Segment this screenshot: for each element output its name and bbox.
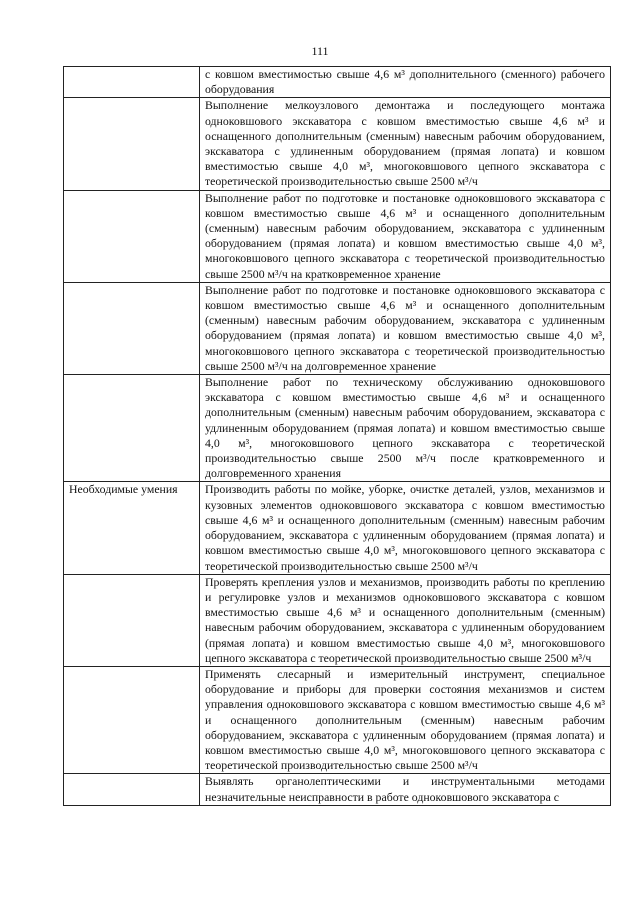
table-row (64, 67, 611, 98)
table-row (64, 375, 611, 482)
row-label-cell (64, 375, 200, 482)
table-row (64, 666, 611, 773)
row-text: Производить работы по мойке, уборке, очистке деталей, узлов, механизмов и кузовных элементов одноковшового экскаватора с ковшом вместимостью свыше 4,6 м³ и оснащенного дополнительным (сменным) навесным рабочим оборудованием, экскаватора с удлиненным оборудованием (прямая лопата) и ковшом вместимостью свыше 4,0 м³, многоковшового цепного экскаватора с теоретической производительностью свыше 2500 м³/ч (205, 482, 605, 573)
table-row (64, 574, 611, 666)
row-text-cell (200, 98, 611, 190)
row-label-cell (64, 67, 200, 98)
competency-table (63, 66, 611, 806)
row-text-cell (200, 190, 611, 282)
table-row (64, 282, 611, 374)
row-text: Выполнение работ по подготовке и постановке одноковшового экскаватора с ковшом вместимостью свыше 4,6 м³ и оснащенного дополнительным (сменным) навесным рабочим оборудованием, экскаватора с удлиненным оборудованием (прямая лопата) и ковшом вместимостью свыше 4,0 м³, многоковшового цепного экскаватора с теоретической производительностью свыше 2500 м³/ч на долговременное хранение (205, 282, 605, 373)
row-text-cell (200, 375, 611, 482)
row-text-cell (200, 482, 611, 574)
row-text-cell (200, 67, 611, 98)
row-text: Применять слесарный и измерительный инструмент, специальное оборудование и приборы для проверки состояния механизмов и систем управления одноковшового экскаватора с ковшом вместимостью свыше 4,6 м³ и оснащенного дополнительным (сменным) навесным рабочим оборудованием, экскаватора с удлиненным оборудованием (прямая лопата) и ковшом вместимостью свыше 4,0 м³, многоковшового цепного экскаватора с теоретической производительностью свыше 2500 м³/ч (205, 666, 605, 773)
row-text: Выявлять органолептическими и инструментальными методами незначительные неисправности в работе одноковшового экскаватора с (205, 774, 605, 804)
table-row (64, 774, 611, 805)
row-text-cell (200, 774, 611, 805)
row-label-cell (64, 482, 200, 574)
row-text: с ковшом вместимостью свыше 4,6 м³ дополнительного (сменного) рабочего оборудования (205, 67, 605, 97)
row-text: Выполнение работ по подготовке и постановке одноковшового экскаватора с ковшом вместимостью свыше 4,6 м³ и оснащенного дополнительным (сменным) навесным рабочим оборудованием, экскаватора с удлиненным оборудованием (прямая лопата) и ковшом вместимостью свыше 4,0 м³, многоковшового цепного экскаватора с теоретической производительностью свыше 2500 м³/ч на кратковременное хранение (205, 190, 605, 281)
row-text-cell (200, 282, 611, 374)
table-row (64, 98, 611, 190)
row-label-cell (64, 98, 200, 190)
row-text-cell (200, 666, 611, 773)
table-row (64, 482, 611, 574)
table-row (64, 190, 611, 282)
row-text: Выполнение работ по техническому обслуживанию одноковшового экскаватора с ковшом вместимостью свыше 4,6 м³ и оснащенного дополнительным (сменным) навесным рабочим оборудованием, экскаватора с удлиненным оборудованием (прямая лопата) и ковшом вместимостью свыше 4,0 м³, многоковшового цепного экскаватора с теоретической производительностью свыше 2500 м³/ч после кратковременного и долговременного хранения (205, 375, 605, 481)
page-number: 111 (311, 44, 329, 58)
row-label: Необходимые умения (69, 482, 178, 497)
row-label-cell (64, 666, 200, 773)
row-text: Проверять крепления узлов и механизмов, производить работы по креплению и регулировке узлов и механизмов одноковшового экскаватора с ковшом вместимостью свыше 4,6 м³ и оснащенного дополнительным (сменным) навесным рабочим оборудованием, экскаватора с удлиненным оборудованием (прямая лопата) и ковшом вместимостью свыше 4,0 м³, многоковшового цепного экскаватора с теоретической производительностью свыше 2500 м³/ч (205, 574, 605, 665)
row-label-cell (64, 190, 200, 282)
row-label-cell (64, 774, 200, 805)
row-text: Выполнение мелкоузлового демонтажа и последующего монтажа одноковшового экскаватора с ковшом вместимостью свыше 4,6 м³ и оснащенного дополнительным (сменным) навесным рабочим оборудованием, экскаватора с удлиненным оборудованием (прямая лопата) и ковшом вместимостью свыше 4,0 м³, многоковшового цепного экскаватора с теоретической производительностью свыше 2500 м³/ч (205, 98, 605, 189)
row-text-cell (200, 574, 611, 666)
row-label-cell (64, 282, 200, 374)
row-label-cell (64, 574, 200, 666)
